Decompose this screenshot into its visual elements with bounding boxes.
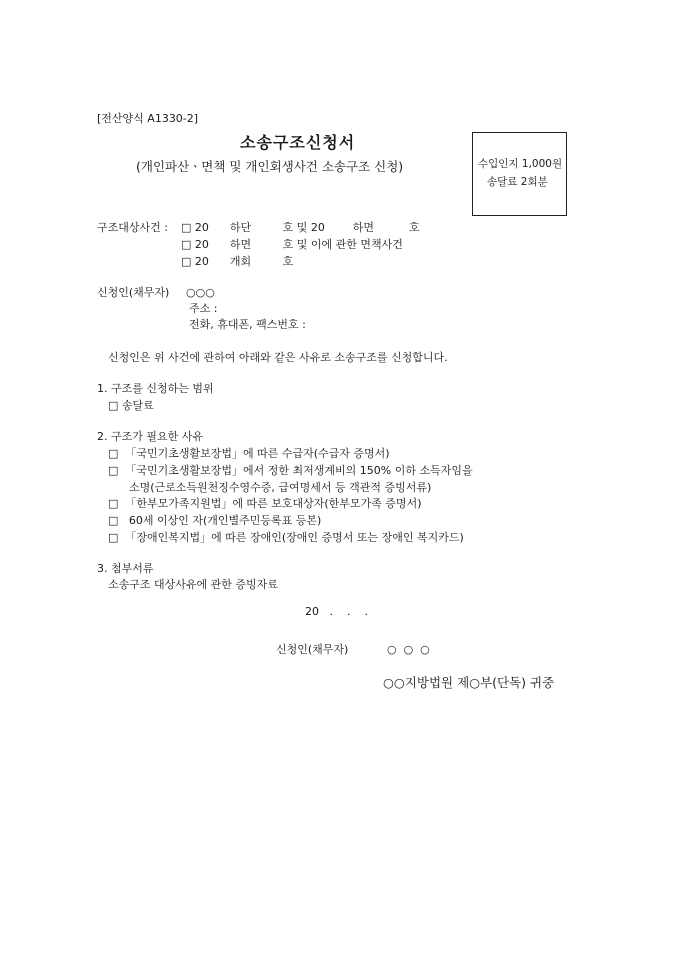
section2-item-2: □ 「국민기초생활보장법」에서 정한 최저생계비의 150% 이하 소득자임을 bbox=[108, 464, 473, 477]
section2-item-4: □ 60세 이상인 자(개인별주민등록표 등본) bbox=[108, 514, 322, 527]
signature-label: 신청인(채무자) bbox=[276, 643, 349, 656]
section2-item-2-cont: 소명(근로소득원천징수영수증, 급여명세서 등 객관적 증빙서류) bbox=[108, 481, 432, 494]
page-title: 소송구조신청서 bbox=[240, 133, 356, 152]
applicant-label: 신청인(채무자) bbox=[97, 286, 170, 299]
stamp-box bbox=[472, 132, 567, 216]
intro-text: 신청인은 위 사건에 관하여 아래와 같은 사유로 소송구조를 신청합니다. bbox=[108, 351, 448, 364]
stamp-line-1: 수입인지 1,000원 bbox=[478, 158, 563, 170]
form-code: [전산양식 A1330-2] bbox=[97, 112, 199, 125]
applicant-name: ○○○ bbox=[186, 286, 215, 299]
applicant-address: 주소 : bbox=[189, 302, 218, 315]
applicant-contact: 전화, 휴대폰, 팩스번호 : bbox=[189, 318, 306, 331]
court-addressee: ○○지방법원 제○부(단독) 귀중 bbox=[383, 675, 555, 690]
case-line-3: □ 20 개회 호 bbox=[181, 255, 294, 268]
section2-item-1: □ 「국민기초생활보장법」에 따른 수급자(수급자 증명서) bbox=[108, 447, 390, 460]
section1-item: □ 송달료 bbox=[108, 399, 154, 412]
section3-heading: 3. 첨부서류 bbox=[97, 562, 154, 575]
case-line-2: □ 20 하면 호 및 이에 관한 면책사건 bbox=[181, 238, 403, 251]
signature-name: ○ ○ ○ bbox=[387, 643, 430, 656]
section3-item: 소송구조 대상사유에 관한 증빙자료 bbox=[108, 578, 278, 591]
page-subtitle: (개인파산ㆍ면책 및 개인회생사건 소송구조 신청) bbox=[136, 159, 404, 174]
section2-heading: 2. 구조가 필요한 사유 bbox=[97, 430, 203, 443]
section2-item-5: □ 「장애인복지법」에 따른 장애인(장애인 증명서 또는 장애인 복지카드) bbox=[108, 531, 464, 544]
date-line: 20 . . . bbox=[305, 605, 368, 618]
stamp-line-2: 송달료 2회분 bbox=[487, 176, 548, 188]
case-line-1: □ 20 하단 호 및 20 하면 호 bbox=[181, 221, 420, 234]
section2-item-3: □ 「한부모가족지원법」에 따른 보호대상자(한부모가족 증명서) bbox=[108, 497, 422, 510]
section1-heading: 1. 구조를 신청하는 범위 bbox=[97, 382, 214, 395]
case-label: 구조대상사건 : bbox=[97, 221, 168, 234]
